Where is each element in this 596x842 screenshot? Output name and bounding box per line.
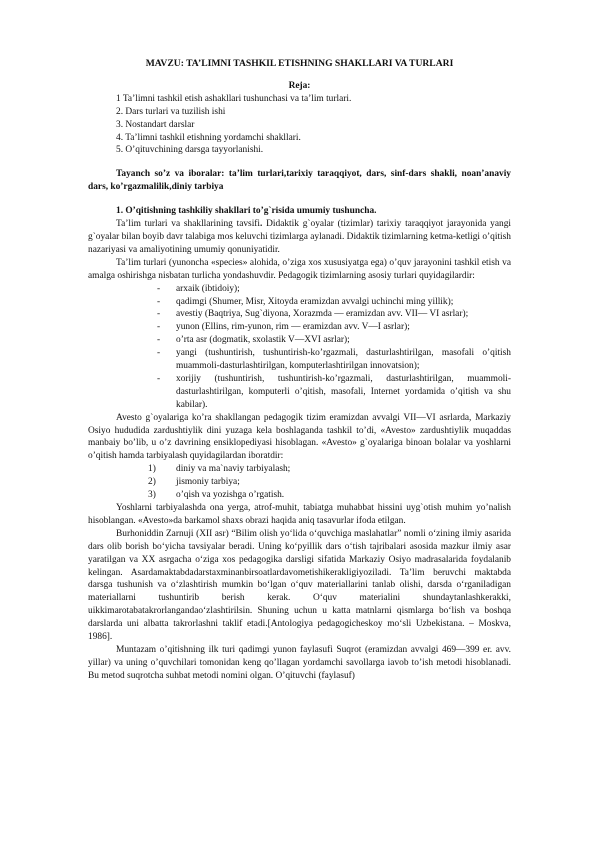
paragraph [88,218,511,257]
plan-item: 4. Ta’limni tashkil etishning yordamchi shakllari. [116,132,301,143]
paragraph: Yoshlarni tarbiyalashda ona yerga, atrof-muhit, tabiatga muhabbat hissini uyg`otish muhim yo’nalish hisoblangan. «Avesto»da barkamol shaxs obrazi haqida aniq tasavurlar ifoda etilgan. [88,503,511,526]
plan-item: 2. Dars turlari va tuzilish ishi [116,106,226,117]
plan-item: 5. O’qituvchining darsga tayyorlanishi. [116,145,264,156]
list-item [88,296,511,309]
paragraph: Burhoniddin Zarnuji (XII asr) “Bilim olish yo‘lida o‘quvchiga maslahatlar” nomli o‘zining ilmiy asarida dars olib borish bo‘yicha tavsiyalar beradi. Uning ko‘pyillik dars o‘tish tajribalari asosida mazkur ilmiy asar yaratilgan va XX asrgacha o‘ziga xos pedagogika darsligi sifatida Markaziy Osiyo madrasalarida foydalanib kelingan. Asardamaktabdadarstaxminanbirsoatlardavometishikerakligiyoziladi. Ta’lim beruvchi maktabda darsga tushunish va o‘zlashtirish mumkin bo‘lgan o‘quv materiallarini tanlab olishi, darsda o‘rganiladigan materiallarni tushuntirib berish kerak. O‘quv materialini shundaytanlashkerakki, uikkimarotabatakrorlangandao‘zlashtirilsin. Shuning uchun u katta matnlarni qismlarga bo‘lish va boshqa darslarda uni albatta takrorlashni taklif etadi.[Antologiya pedagogicheskoy mo‘sli Uzbekistana. – Moskva, 1986]. [88,528,511,643]
list-item-text: jismoniy tarbiya; [176,477,240,488]
dash-marker: - [157,296,161,307]
dash-marker: - [157,283,161,294]
dash-marker: - [157,348,161,359]
paragraph-text: Didaktik g`oyalar (tizimlar) tarixiy taraqqiyot jarayonida yangi g`oyalar bilan boyib davr talabiga mos keluvchi tizimlarga aylanadi. Didaktik tizimlarning ketma-ketligi o’qitish nazariyasi va amaliyotining umumiy qonuniyatidir. [88,219,511,255]
list-item [88,321,511,334]
list-item-text: avestiy (Baqtriya, Sug`diyona, Xorazmda — eramizdan avv. VII— VI asrlar); [176,309,469,320]
list-item [88,463,511,476]
section-heading: 1. O’qitishning tashkiliy shakllari to’g`risida umumiy tushuncha. [116,206,377,217]
list-number: 3) [148,490,156,501]
list-item-text: o’rta asr (dogmatik, sxolastik V—XVI asrlar); [176,335,350,346]
list-item [88,308,511,321]
plan-list [88,93,511,158]
list-item-text: o’qish va yozishga o’rgatish. [176,490,285,501]
paragraph: Ta’lim turlari (yunoncha «species» alohida, o’ziga xos xususiyatga ega) o’quv jarayonini tashkil etish va amalga oshirishga nisbatan turlicha yondashuvdir. Pedagogik tizimlarning asosiy turlari quyidagilardir: [88,257,511,281]
paragraph-lead-dot: . [260,219,263,230]
dash-marker: - [157,309,161,320]
list-item-text: yangi (tushuntirish, tushuntirish-ko’rgazmali, dasturlashtirilgan, masofali o’qitish muammoli-dasturlashtirilgan, komputerlashtirilgan innovatsion); [176,348,511,372]
list-item-text: arxaik (ibtidoiy); [176,283,240,294]
list-item [88,347,511,373]
plan-heading: Reja: [288,80,311,91]
list-item [88,283,511,296]
dash-marker: - [157,373,161,384]
list-item [88,373,511,412]
list-item [88,489,511,502]
paragraph: Muntazam o’qitishning ilk turi qadimgi yunon faylasufi Suqrot (eramizdan avvalgi 469—399 er. avv. yillar) va uning o’quvchilari tomonidan keng qo’llagan yordamchi savollarga iavob to’ish metodi hisoblanadi. Bu metod suqrotcha suhbat metodi nomini olgan. O’qituvchi (faylasuf) [88,644,511,681]
paragraph: Avesto g`oyalariga ko’ra shakllangan pedagogik tizim eramizdan avvalgi VII—VI asrlarda, Markaziy Osiyo hududida zardushtiylik dini yuzaga kela boshlaganda tashkil to’di, «Avesto» zardushtiylik muqaddas manbaiy bo’lib, u o’z davrining ensiklopediyasi hisoblagan. «Avesto» g`oyalariga binoan bolalar va yoshlarni o’qitish hamda tarbiyalash quyidagilardan iboratdir: [88,412,511,462]
list-item [88,334,511,347]
document-page [88,58,511,683]
keywords-paragraph: Tayanch so’z va iboralar: ta’lim turlari,tarixiy taraqqiyot, dars, sinf-dars shakli, noan’anaviy dars, ko’rgazmalilik,diniy tarbiya [88,169,511,193]
types-list [88,283,511,412]
list-item-text: yunon (Ellins, rim-yunon, rim — eramizdan avv. V—I asrlar); [176,322,410,333]
numbered-list [88,463,511,502]
plan-item: 3. Nostandart darslar [116,119,195,130]
plan-item: 1 Ta’limni tashkil etish ashakllari tushunchasi va ta’lim turlari. [116,93,352,104]
list-number: 1) [148,464,156,475]
list-item-text: xorijiy (tushuntirish, tushuntirish-ko’rgazmali, dasturlashtirilgan, muammoli-dasturlashtirilgan, komputerli o’qitish, masofali, Internet yordamida o’qitish va shu kabilar). [176,373,511,410]
page-title: MAVZU: TA’LIMNI TASHKIL ETISHNING SHAKLLARI VA TURLARI [145,58,454,69]
dash-marker: - [157,322,161,333]
paragraph-lead: Ta’lim turlari va shakllarining tavsifi [116,219,261,230]
list-item-text: qadimgi (Shumer, Misr, Xitoyda eramizdan avvalgi uchinchi ming yillik); [176,296,454,307]
list-item-text: diniy va ma`naviy tarbiyalash; [176,464,291,475]
list-number: 2) [148,477,156,488]
list-item [88,476,511,489]
dash-marker: - [157,335,161,346]
